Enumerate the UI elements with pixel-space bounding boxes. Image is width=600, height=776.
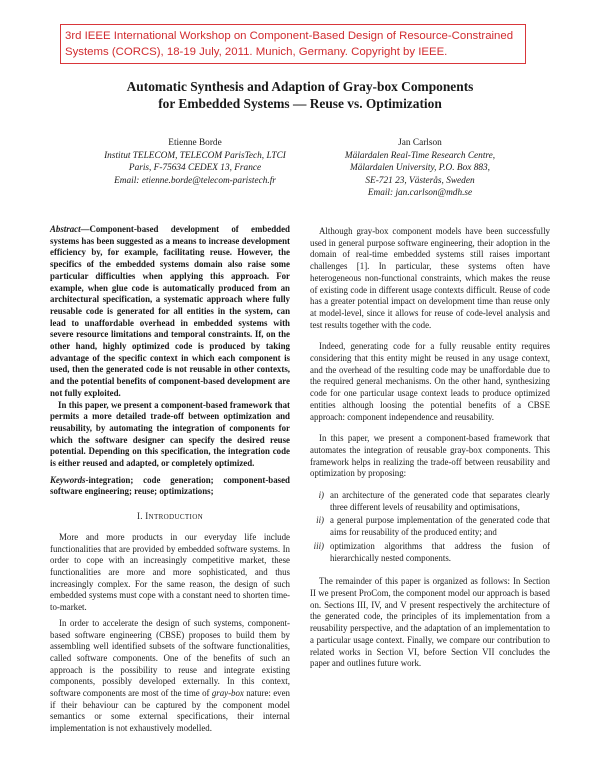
section-title-rest: NTRODUCTION <box>148 513 204 522</box>
paper-title-line-2: for Embedded Systems — Reuse vs. Optimization <box>158 96 442 111</box>
abstract-paragraph-1 <box>50 224 290 400</box>
author-block-borde <box>80 137 310 187</box>
body-paragraph-1: Although gray-box component models have been successfully used in general purpose software engineering, their adoption in the domain of real-time embedded systems still raises important challenges [1]. In particular, these systems often have heterogeneous non-functional constraints, which makes the reuse of existing code in different usage contexts difficult. Reuse of code has a greater potential impact on development time than reuse only at model-level, since it allows for reuse of code-level analysis and test results together with the code. <box>310 226 550 330</box>
author-address: Paris, F-75634 CEDEX 13, France <box>128 163 262 174</box>
intro-paragraph-2-em: gray-box <box>211 688 244 699</box>
intro-paragraph-2 <box>50 618 290 735</box>
abstract-text-1: Component-based development of embedded systems has been suggested as a means to increase development efficiency by, for example, facilitating reuse. However, the specifics of the embedded systems domain also raise some particular difficulties when applying this approach. For example, when glue code is automatically produced from an architectural specification, a systematic approach where fully reusable code is generated for all entities in the system, can lead to unaffordable overhead in embedded systems with severe resource limitations and temporal constraints. If, on the other hand, highly optimized code is produced by taking advantage of the specific context in which each component is used, then the generated code is not reusable in other contexts, and the potential benefits of component-based development are not fully exploited. <box>50 224 290 398</box>
copyright-notice <box>60 24 526 64</box>
section-heading-introduction <box>50 511 290 524</box>
left-column <box>50 224 290 735</box>
list-item-number: ii) <box>316 515 324 526</box>
author-name: Jan Carlson <box>398 138 442 148</box>
section-numeral: I. <box>136 511 146 522</box>
author-block-carlson <box>305 137 535 200</box>
copyright-notice-line-1: 3rd IEEE International Workshop on Component-Based Design of Resource-Constrained <box>65 30 514 42</box>
intro-paragraph-2-b: nature: even if their behaviour can be captured by the component model semantics or some external specifications, their internal implementation is not exhaustively modelled. <box>50 688 290 734</box>
keywords <box>50 475 290 498</box>
list-item <box>310 541 550 564</box>
list-item <box>310 490 550 513</box>
author-affiliation: Mälardalen Real-Time Research Centre, <box>344 150 496 161</box>
keywords-label: Keywords <box>50 474 86 485</box>
list-item-number: iii) <box>313 540 324 551</box>
right-column <box>310 226 550 670</box>
abstract-paragraph-2: In this paper, we present a component-based framework that permits a more detailed trade-off between optimization and reusability, by automating the integration of components for which the software designer can specify the desired reuse potential. Depending on this specification, the integration code is either reused and adapted, or completely optimized. <box>50 399 290 469</box>
author-email: Email: etienne.borde@telecom-paristech.fr <box>114 175 276 186</box>
author-name: Etienne Borde <box>168 138 222 148</box>
abstract-dash: — <box>80 224 90 234</box>
list-item-text: a general purpose implementation of the generated code that aims for reusability of the produced entity; and <box>330 515 550 538</box>
list-item-number: i) <box>318 490 324 501</box>
paper-title <box>0 78 600 112</box>
author-affiliation-university: Mälardalen University, P.O. Box 883, <box>350 163 490 174</box>
body-paragraph-2: Indeed, generating code for a fully reusable entity requires considering that this entity might be reused in any usage context, and the overhead of the resulting code may be unaffordable due to the required general mechanisms. On the other hand, synthesizing code for one particular usage context leads to produce optimized entities although loosing the potential benefits of a CBSE approach: component independence and reusability. <box>310 341 550 422</box>
paper-title-line-1: Automatic Synthesis and Adaption of Gray-box Components <box>126 79 474 94</box>
author-address: SE-721 23, Västerås, Sweden <box>365 175 475 186</box>
intro-paragraph-2-a: In order to accelerate the design of such systems, component-based software engineering (CBSE) proposes to build them by assembling well identified subsets of the software functionalities, called software components. One of the benefits of such an approach is the possibility to reuse and integrate existing components, possibly developed externally. In this context, software components are most of the time of <box>50 617 290 699</box>
abstract-label: Abstract <box>50 224 81 234</box>
section-initial: I <box>145 511 149 522</box>
contribution-list <box>310 490 550 564</box>
body-paragraph-4: The remainder of this paper is organized as follows: In Section II we present ProCom, the component model our approach is based on. Sections III, IV, and V present respectively the architecture of the generated code, the principles of its implementation from a reusability perspective, and the adaptation of an implementation to a particular usage context. Finally, we compare our contribution to related works in Section VI, before Section VII concludes the paper and outlines future work. <box>310 576 550 669</box>
list-item <box>310 515 550 538</box>
list-item-text: an architecture of the generated code that separates clearly three different levels of reusability and optimisations, <box>330 490 550 512</box>
list-item-text: optimization algorithms that address the fusion of hierarchically nested components. <box>330 540 550 563</box>
keywords-text: -integration; code generation; component-based software engineering; reuse; optimizations; <box>50 474 290 497</box>
author-affiliation: Institut TELECOM, TELECOM ParisTech, LTCI <box>104 150 286 161</box>
intro-paragraph-1: More and more products in our everyday life include functionalities that are provided by embedded software systems. In order to cope with an increasingly competitive market, these functionalities are more and more sophisticated, and thus increasingly complex. For the same reason, the design of such embedded systems must cope with a constant need to shorten time-to-market. <box>50 531 290 613</box>
author-email: Email: jan.carlson@mdh.se <box>367 188 473 199</box>
body-paragraph-3: In this paper, we present a component-based framework that automates the integration of reusable gray-box components. This framework helps in realizing the trade-off between reusability and optimization by proposing: <box>310 433 550 479</box>
copyright-notice-line-2: Systems (CORCS), 18-19 July, 2011. Munich, Germany. Copyright by IEEE. <box>65 46 448 58</box>
